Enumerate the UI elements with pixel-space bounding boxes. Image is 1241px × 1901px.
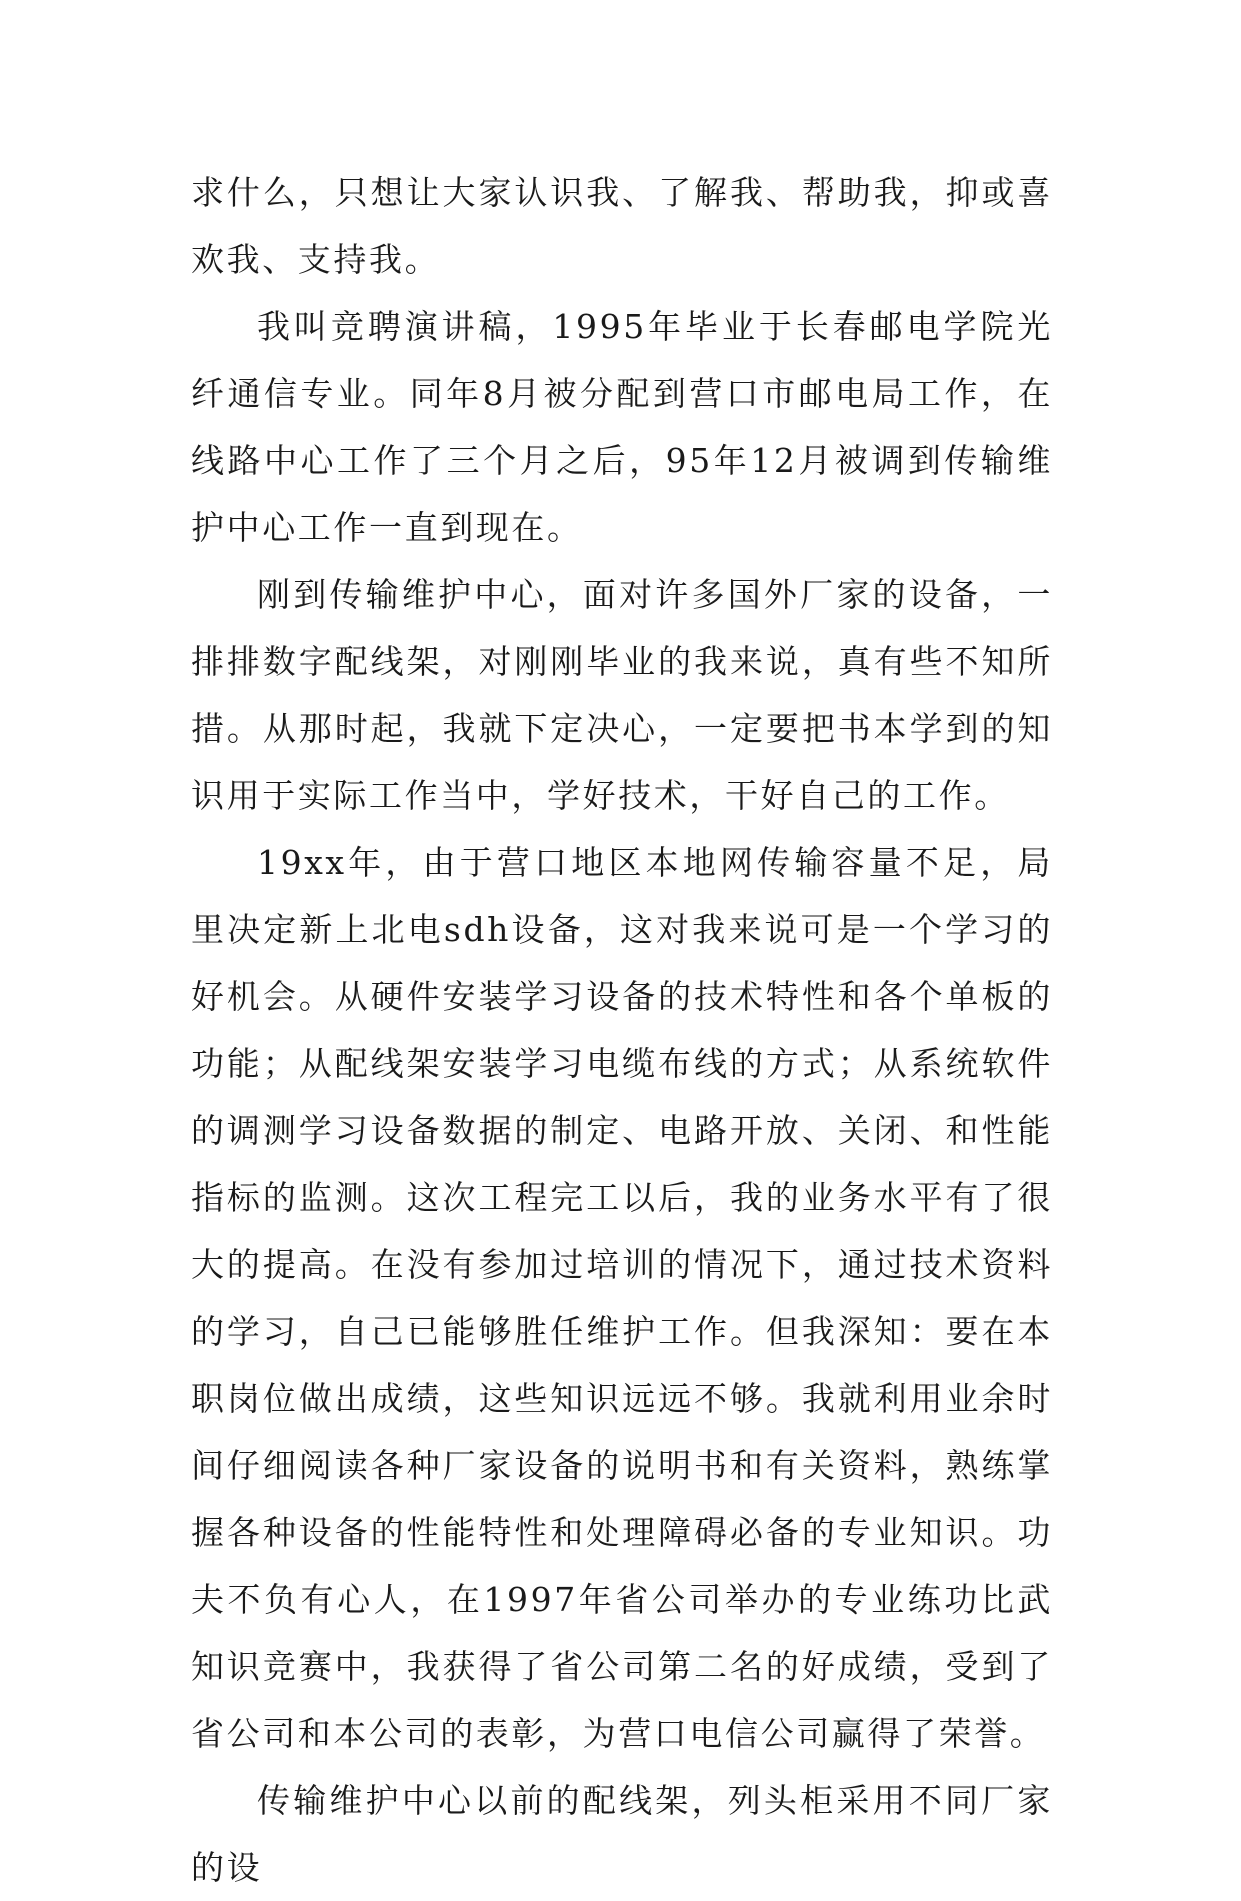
paragraph-early-work: 刚到传输维护中心，面对许多国外厂家的设备，一排排数字配线架，对刚刚毕业的我来说，真有些不知所措。从那时起，我就下定决心，一定要把书本学到的知识用于实际工作当中，学好技术，干好自己的工作。 xyxy=(191,575,1053,815)
paragraph-sdh-project: 19xx年，由于营口地区本地网传输容量不足，局里决定新上北电sdh设备，这对我来说可是一个学习的好机会。从硬件安装学习设备的技术特性和各个单板的功能；从配线架安装学习电缆布线的方式；从系统软件的调测学习设备数据的制定、电路开放、关闭、和性能指标的监测。这次工程完工以后，我的业务水平有了很大的提高。在没有参加过培训的情况下，通过技术资料的学习，自己已能够胜任维护工作。但我深知：要在本职岗位做出成绩，这些知识远远不够。我就利用业余时间仔细阅读各种厂家设备的说明书和有关资料，熟练掌握各种设备的性能特性和处理障碍必备的专业知识。功夫不负有心人，在1997年省公司举办的专业练功比武知识竞赛中，我获得了省公司第二名的好成绩，受到了省公司和本公司的表彰，为营口电信公司赢得了荣誉。 xyxy=(191,843,1053,1753)
paragraph-distribution-frame: 传输维护中心以前的配线架，列头柜采用不同厂家的设 xyxy=(191,1781,1053,1887)
document-page xyxy=(191,159,1053,1901)
paragraph-self-introduction: 我叫竞聘演讲稿，1995年毕业于长春邮电学院光纤通信专业。同年8月被分配到营口市邮电局工作，在线路中心工作了三个月之后，95年12月被调到传输维护中心工作一直到现在。 xyxy=(191,307,1053,547)
paragraph-continuation: 求什么，只想让大家认识我、了解我、帮助我，抑或喜欢我、支持我。 xyxy=(191,173,1053,279)
